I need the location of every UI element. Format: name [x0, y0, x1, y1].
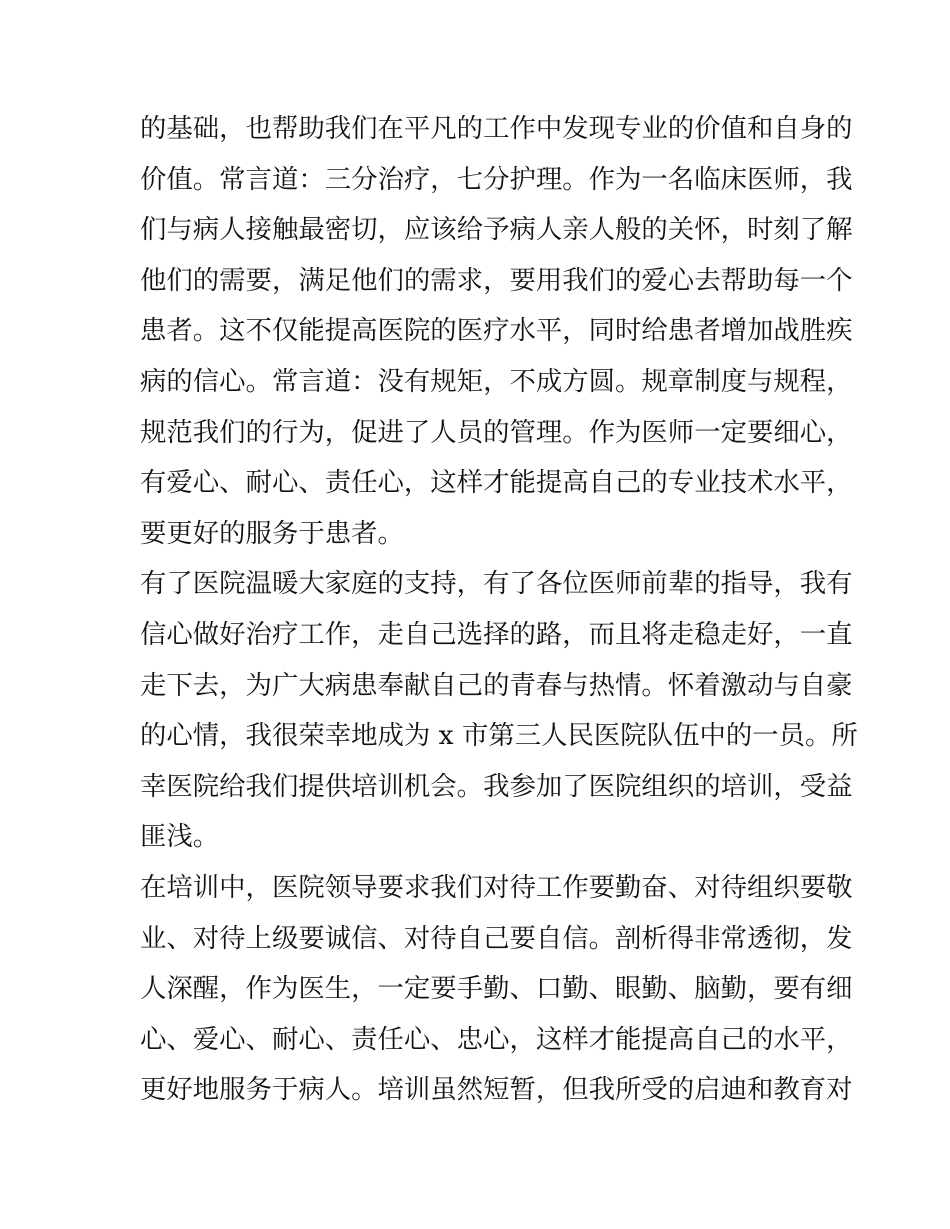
paragraph-line: 在培训中，医院领导要求我们对待工作要勤奋、对待组织要敬 — [140, 871, 853, 903]
paragraph-line: 幸医院给我们提供培训机会。我参加了医院组织的培训，受益 — [140, 770, 853, 802]
paragraph-line: 的基础，也帮助我们在平凡的工作中发现专业的价值和自身的 — [140, 113, 853, 144]
paragraph-line: 他们的需要，满足他们的需求，要用我们的爱心去帮助每一个 — [140, 264, 853, 296]
paragraph-line: 要更好的服务于患者。 — [140, 517, 404, 549]
paragraph-line: 信心做好治疗工作，走自己选择的路，而且将走稳走好，一直 — [140, 618, 853, 650]
paragraph-line: 心、爱心、耐心、责任心、忠心，这样才能提高自己的水平， — [140, 1023, 853, 1055]
paragraph-line: 患者。这不仅能提高医院的医疗水平，同时给患者增加战胜疾 — [140, 315, 853, 347]
paragraph-line: 更好地服务于病人。培训虽然短暂，但我所受的启迪和教育对 — [140, 1074, 853, 1106]
paragraph-line: 规范我们的行为，促进了人员的管理。作为医师一定要细心， — [140, 416, 853, 448]
paragraph-line: 有爱心、耐心、责任心，这样才能提高自己的专业技术水平， — [140, 467, 853, 499]
paragraph-line: 匪浅。 — [140, 821, 220, 853]
paragraph — [140, 559, 858, 863]
paragraph-line: 价值。常言道：三分治疗，七分护理。作为一名临床医师，我 — [140, 163, 853, 195]
paragraph — [140, 863, 853, 1116]
document-body — [140, 104, 858, 1116]
paragraph-line: 们与病人接触最密切，应该给予病人亲人般的关怀，时刻了解 — [140, 214, 853, 246]
paragraph-line: 业、对待上级要诚信、对待自己要自信。剖析得非常透彻，发 — [140, 922, 853, 954]
paragraph-line: 有了医院温暖大家庭的支持，有了各位医师前辈的指导，我有 — [140, 568, 853, 600]
paragraph-line: 病的信心。常言道：没有规矩，不成方圆。规章制度与规程， — [140, 365, 853, 397]
paragraph-line: 人深醒，作为医生，一定要手勤、口勤、眼勤、脑勤，要有细 — [140, 973, 853, 1005]
paragraph — [140, 104, 853, 559]
paragraph-line: 走下去，为广大病患奉献自己的青春与热情。怀着激动与自豪 — [140, 669, 853, 701]
paragraph-line: 的心情，我很荣幸地成为 x 市第三人民医院队伍中的一员。所 — [140, 720, 858, 752]
